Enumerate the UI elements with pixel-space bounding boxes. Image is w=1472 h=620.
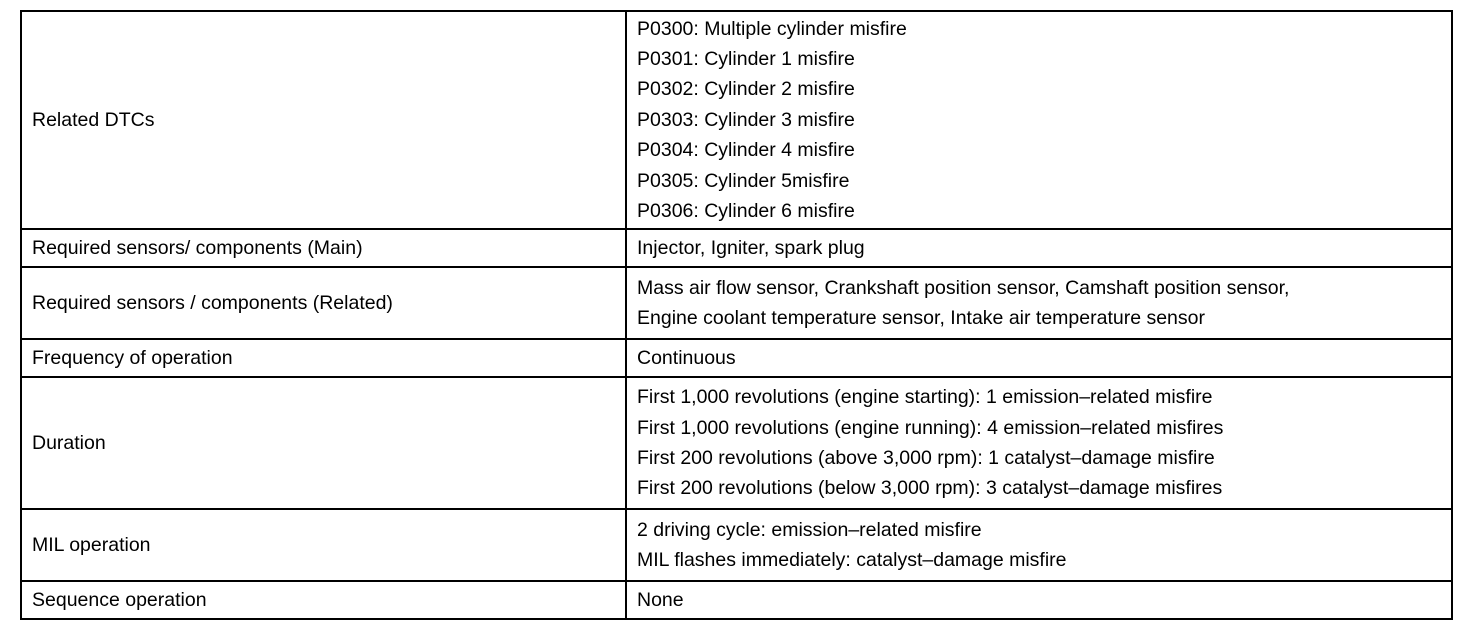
value-line: Mass air flow sensor, Crankshaft position sensor, Camshaft position sensor, xyxy=(637,276,1290,299)
row-value-related-dtcs xyxy=(626,11,1452,229)
table-row xyxy=(21,267,1452,339)
row-label-mil-operation: MIL operation xyxy=(21,509,626,581)
value-line: MIL flashes immediately: catalyst–damage misfire xyxy=(637,549,1067,571)
dtc-line: P0302: Cylinder 2 misfire xyxy=(637,78,855,101)
row-label-sequence-operation: Sequence operation xyxy=(21,581,626,619)
row-label-duration: Duration xyxy=(21,377,626,509)
dtc-line: P0306: Cylinder 6 misfire xyxy=(637,200,855,223)
value-line: First 200 revolutions (above 3,000 rpm): 1 catalyst–damage misfire xyxy=(637,447,1215,469)
dtc-line: P0301: Cylinder 1 misfire xyxy=(637,47,855,70)
value-line: First 1,000 revolutions (engine starting): 1 emission–related misfire xyxy=(637,386,1213,409)
row-label-related-dtcs: Related DTCs xyxy=(21,11,626,229)
row-value-mil-operation xyxy=(626,509,1452,581)
dtc-spec-table xyxy=(20,10,1453,620)
value-line: Engine coolant temperature sensor, Intake air temperature sensor xyxy=(637,307,1205,329)
value-line: Continuous xyxy=(637,346,736,369)
row-value-duration xyxy=(626,377,1452,509)
value-line: First 200 revolutions (below 3,000 rpm): 3 catalyst–damage misfires xyxy=(637,477,1223,500)
dtc-line: P0305: Cylinder 5misfire xyxy=(637,169,850,192)
table-row xyxy=(21,377,1452,509)
dtc-line: P0304: Cylinder 4 misfire xyxy=(637,139,855,162)
row-value-required-related xyxy=(626,267,1452,339)
row-label-required-related: Required sensors / components (Related) xyxy=(21,267,626,339)
value-line: Injector, Igniter, spark plug xyxy=(637,236,865,259)
row-value-sequence-operation xyxy=(626,581,1452,619)
table-row xyxy=(21,11,1452,229)
table-row xyxy=(21,581,1452,619)
row-value-required-main xyxy=(626,229,1452,267)
row-label-frequency: Frequency of operation xyxy=(21,339,626,377)
value-line: 2 driving cycle: emission–related misfire xyxy=(637,518,982,541)
table-row xyxy=(21,339,1452,377)
table-row xyxy=(21,509,1452,581)
value-line: First 1,000 revolutions (engine running): 4 emission–related misfires xyxy=(637,416,1224,439)
dtc-line: P0303: Cylinder 3 misfire xyxy=(637,108,855,131)
value-line: None xyxy=(637,588,684,611)
row-label-required-main: Required sensors/ components (Main) xyxy=(21,229,626,267)
row-value-frequency xyxy=(626,339,1452,377)
table-row xyxy=(21,229,1452,267)
dtc-line: P0300: Multiple cylinder misfire xyxy=(637,17,907,40)
